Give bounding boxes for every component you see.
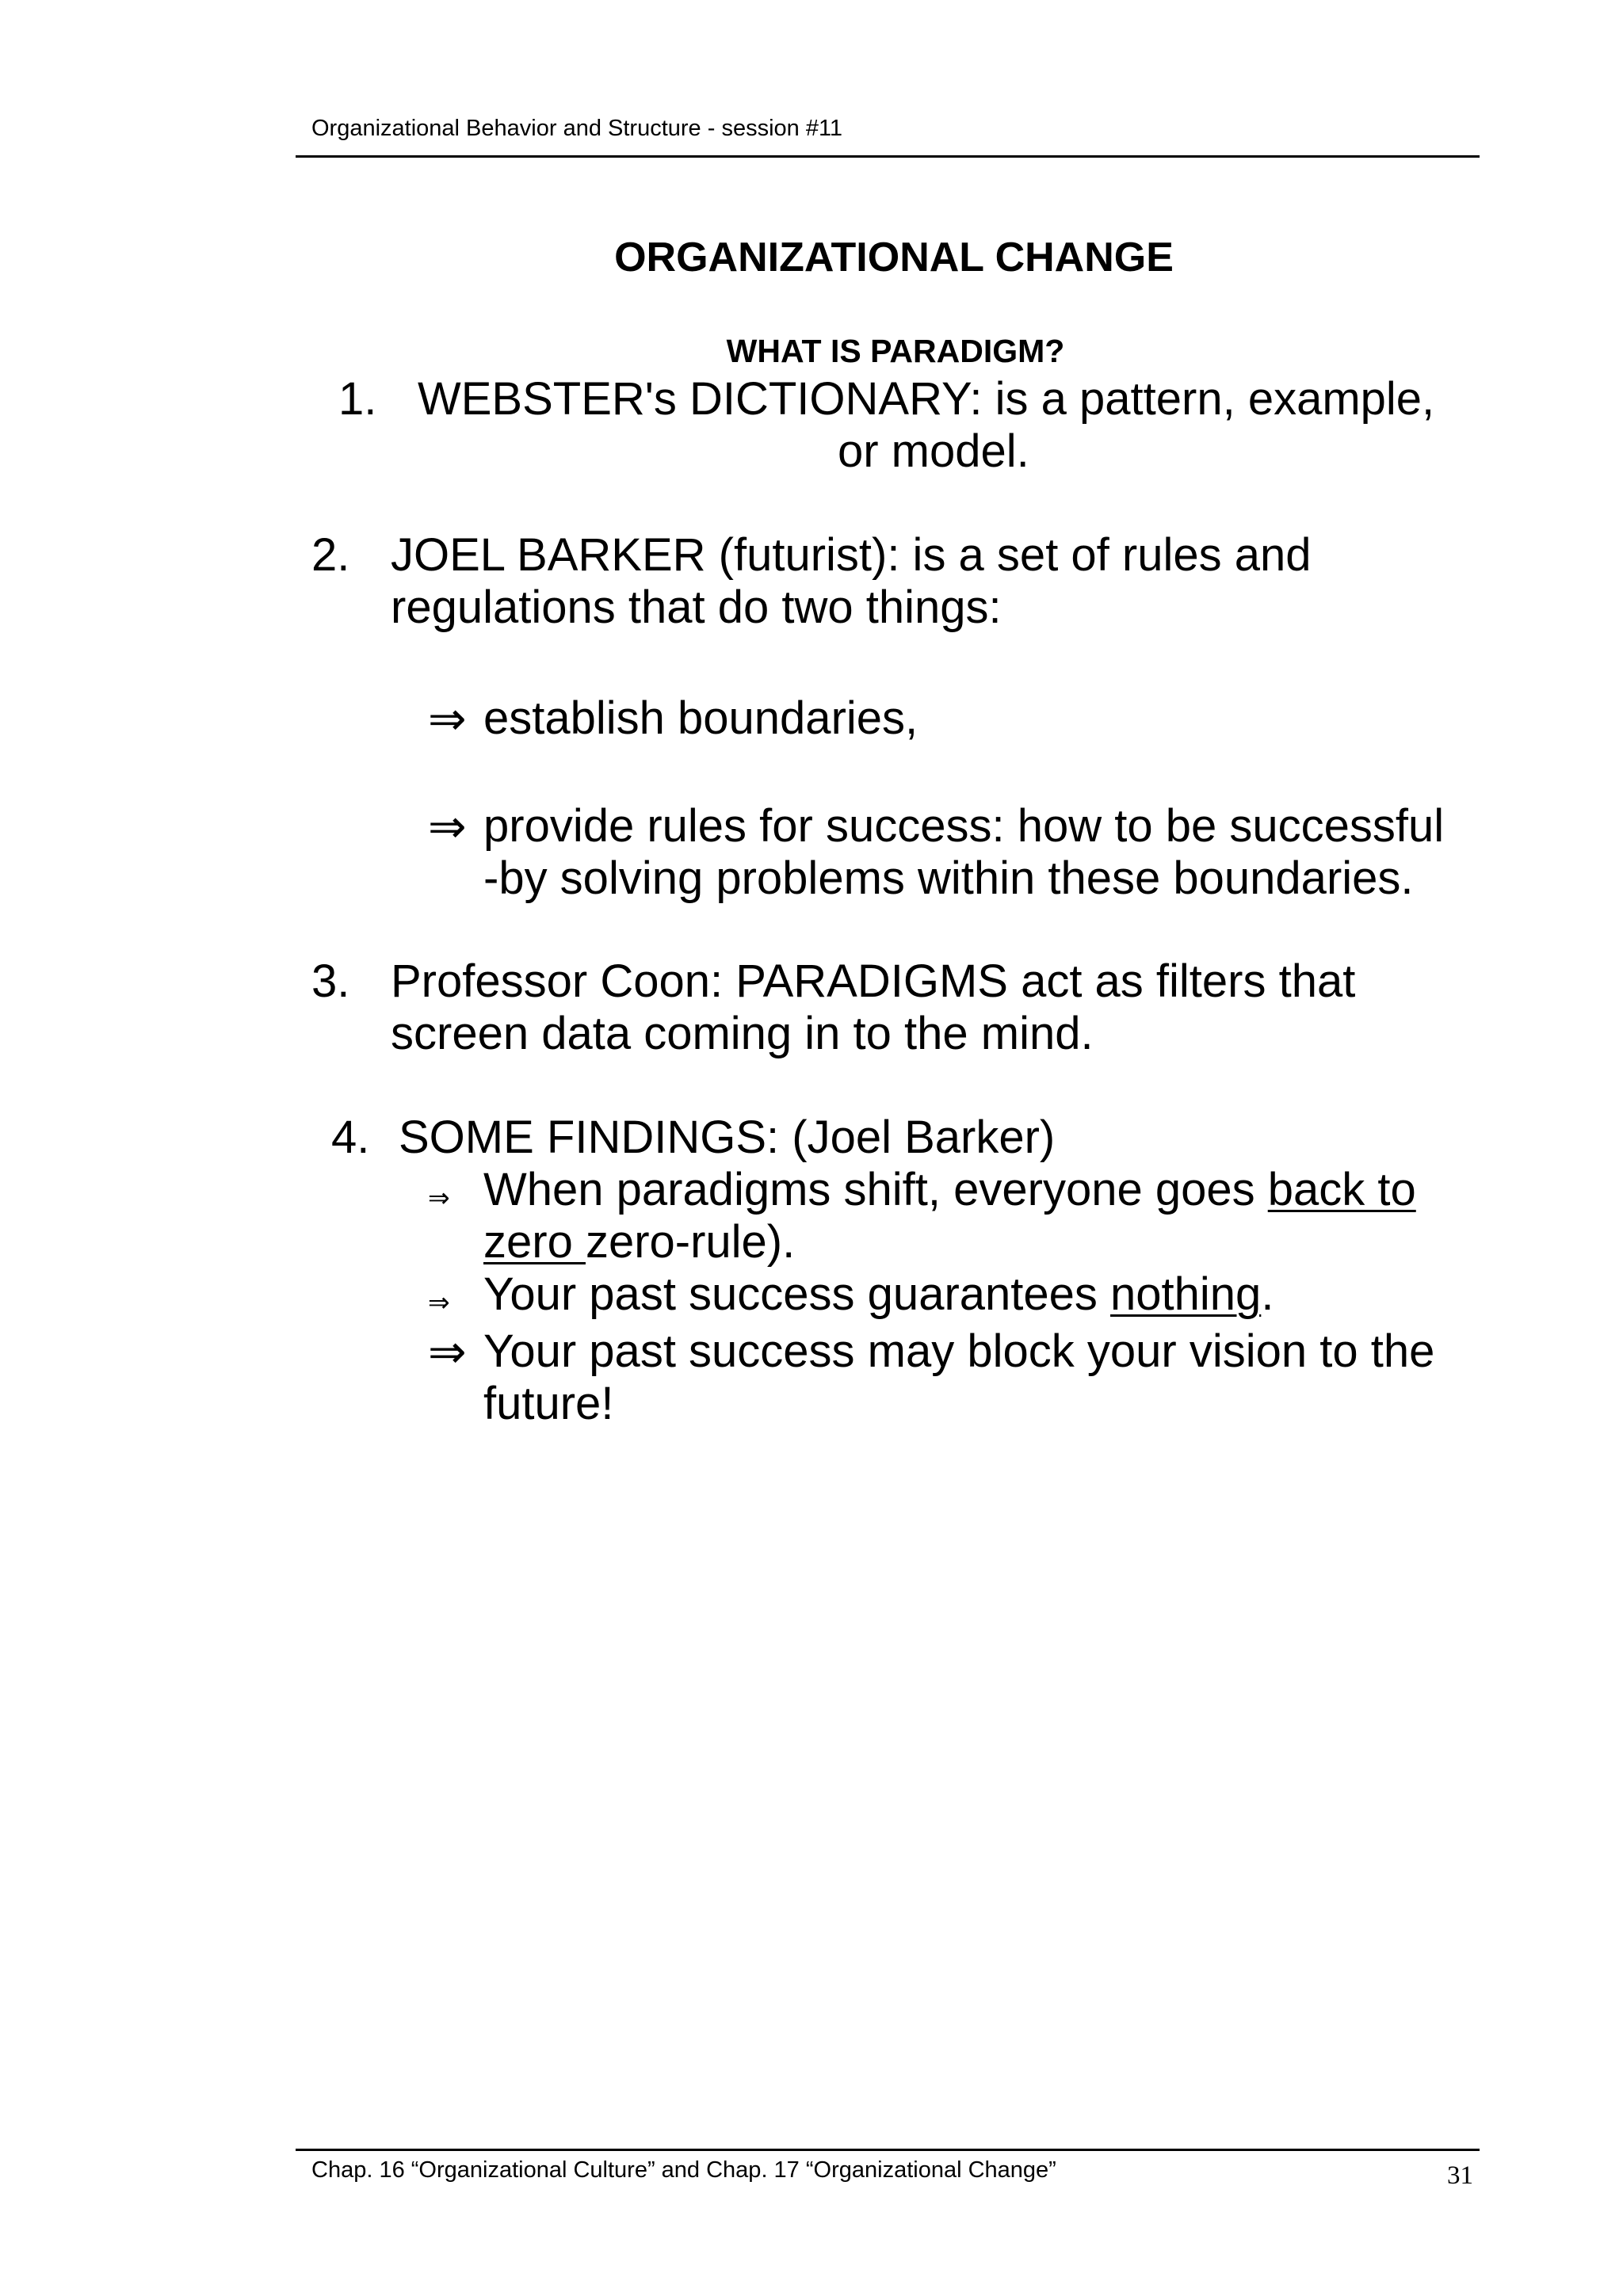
- item-number: 4.: [331, 1112, 370, 1163]
- item-text-line1: JOEL BARKER (futurist): is a set of rules and: [391, 529, 1312, 581]
- implies-arrow-icon: ⇒: [428, 1287, 450, 1318]
- implies-arrow-icon: ⇒: [428, 1182, 450, 1213]
- item-text-line1: WEBSTER's DICTIONARY: is a pattern, example,: [418, 373, 1435, 425]
- item-number: 1.: [338, 373, 377, 425]
- bullet-text-line1: When paradigms shift, everyone goes back to: [483, 1164, 1416, 1215]
- implies-arrow-icon: ⇒: [428, 692, 467, 746]
- item-text-line1: SOME FINDINGS: (Joel Barker): [399, 1112, 1056, 1163]
- item-text-line2: regulations that do two things:: [391, 582, 1002, 633]
- bullet-text-line1: Your past success may block your vision to the: [483, 1325, 1435, 1377]
- running-header: Organizational Behavior and Structure - session #11: [311, 116, 843, 141]
- item-number: 2.: [311, 529, 350, 581]
- page-title: ORGANIZATIONAL CHANGE: [614, 235, 1174, 280]
- bullet-text: establish boundaries,: [483, 692, 918, 744]
- bullet-text: Your past success guarantees nothing.: [483, 1268, 1274, 1320]
- bullet-text-line1: provide rules for success: how to be successful: [483, 800, 1445, 852]
- running-footer: Chap. 16 “Organizational Culture” and Chap. 17 “Organizational Change”: [311, 2157, 1056, 2183]
- header-rule: [296, 155, 1480, 158]
- bullet-text-line2: future!: [483, 1378, 614, 1429]
- item-text-line1: Professor Coon: PARADIGMS act as filters that: [391, 955, 1356, 1007]
- section-subtitle: WHAT IS PARADIGM?: [726, 333, 1065, 369]
- item-text-line2: screen data coming in to the mind.: [391, 1008, 1094, 1059]
- page-number: 31: [1447, 2161, 1473, 2190]
- footer-rule: [296, 2149, 1480, 2151]
- bullet-text-line2: zero zero-rule).: [483, 1216, 796, 1268]
- item-text-line2: or model.: [838, 425, 1029, 477]
- implies-arrow-icon: ⇒: [428, 799, 467, 853]
- bullet-text-line2: -by solving problems within these boundaries.: [483, 852, 1414, 904]
- implies-arrow-icon: ⇒: [428, 1325, 467, 1379]
- item-number: 3.: [311, 955, 350, 1007]
